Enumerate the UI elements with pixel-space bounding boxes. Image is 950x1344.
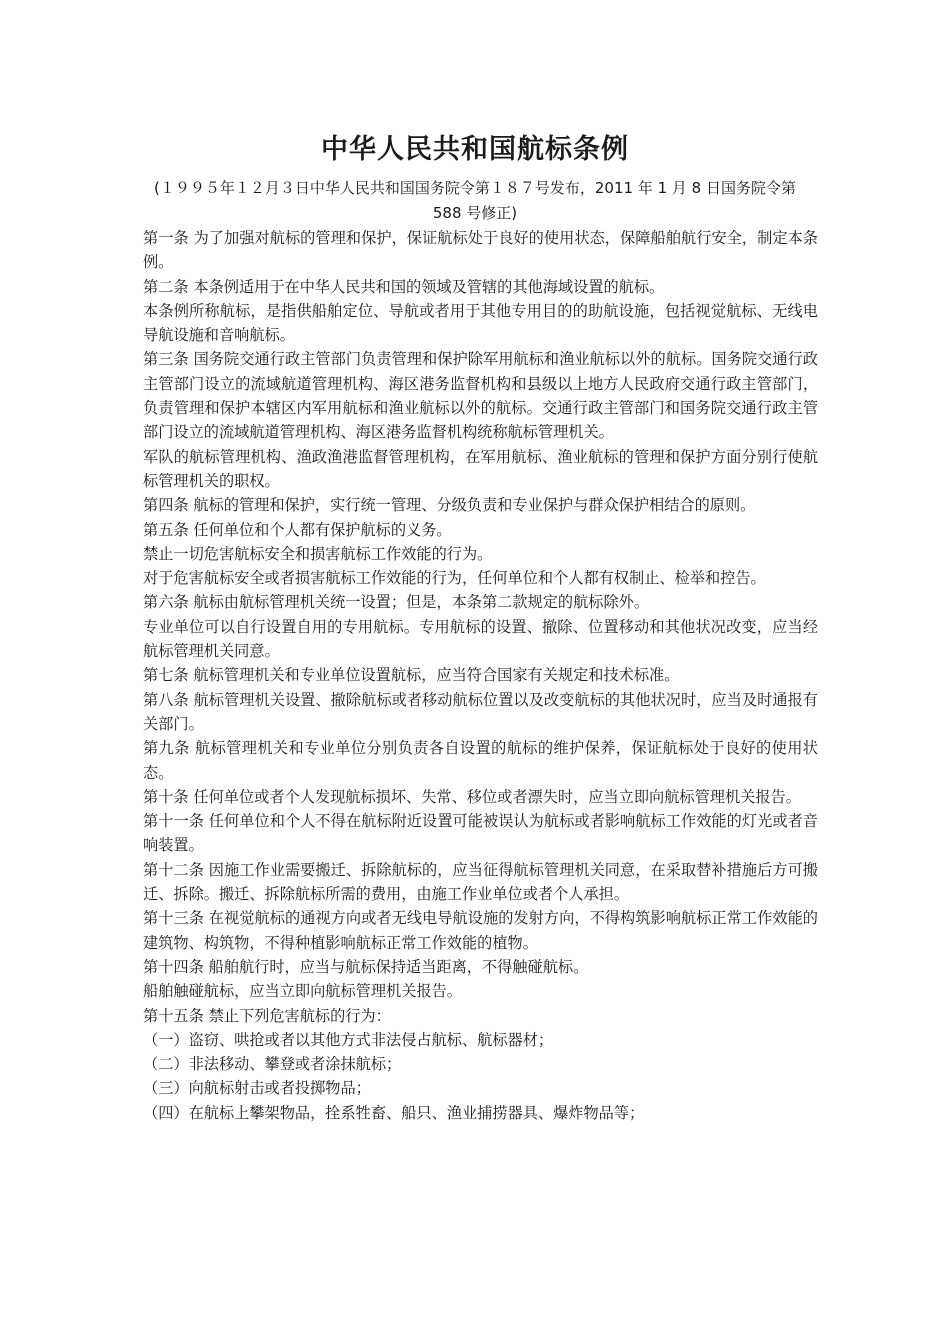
paragraph-article-6: 第六条 航标由航标管理机关统一设置；但是，本条第二款规定的航标除外。 xyxy=(143,593,650,612)
list-item: （三）向航标射击或者投掷物品； xyxy=(143,1079,371,1098)
document-body xyxy=(143,226,818,1125)
paragraph-article-7: 第七条 航标管理机关和专业单位设置航标，应当符合国家有关规定和技术标准。 xyxy=(143,666,680,685)
paragraph-article-13: 第十三条 在视觉航标的通视方向或者无线电导航设施的发射方向，不得构筑影响航标正常工作效能的建筑物、构筑物，不得种植影响航标正常工作效能的植物。 xyxy=(143,909,818,952)
document-title: 中华人民共和国航标条例 xyxy=(321,134,629,165)
document-subtitle: (１９９５年１２月３日中华人民共和国国务院令第１８７号发布，2011 年 1 月 8 日国务院令第 588 号修正) xyxy=(154,179,796,222)
paragraph-article-15: 第十五条 禁止下列危害航标的行为： xyxy=(143,1006,391,1025)
paragraph-article-1: 第一条 为了加强对航标的管理和保护，保证航标处于良好的使用状态，保障船舶航行安全，制定本条例。 xyxy=(143,229,818,272)
paragraph-article-8: 第八条 航标管理机关设置、撤除航标或者移动航标位置以及改变航标的其他状况时，应当及时通报有关部门。 xyxy=(143,690,818,733)
list-item: （二）非法移动、攀登或者涂抹航标； xyxy=(143,1055,402,1074)
list-item: （四）在航标上攀架物品，拴系牲畜、船只、渔业捕捞器具、爆炸物品等； xyxy=(143,1103,645,1122)
paragraph-article-5: 第五条 任何单位和个人都有保护航标的义务。 xyxy=(143,520,452,539)
paragraph: 本条例所称航标，是指供船舶定位、导航或者用于其他专用目的的助航设施，包括视觉航标、无线电导航设施和音响航标。 xyxy=(143,301,818,345)
list-item: （一）盗窃、哄抢或者以其他方式非法侵占航标、航标器材； xyxy=(143,1030,554,1049)
paragraph-article-9: 第九条 航标管理机关和专业单位分别负责各自设置的航标的维护保养，保证航标处于良好的使用状态。 xyxy=(143,739,818,782)
paragraph-article-12: 第十二条 因施工作业需要搬迁、拆除航标的，应当征得航标管理机关同意，在采取替补措施后方可搬迁、拆除。搬迁、拆除航标所需的费用，由施工作业单位或者个人承担。 xyxy=(143,860,818,904)
paragraph: 禁止一切危害航标安全和损害航标工作效能的行为。 xyxy=(143,544,493,563)
paragraph-article-14: 第十四条 船舶航行时，应当与航标保持适当距离，不得触碰航标。 xyxy=(143,957,589,976)
paragraph: 对于危害航标安全或者损害航标工作效能的行为，任何单位和个人都有权制止、检举和控告。 xyxy=(143,569,766,588)
paragraph-article-3: 第三条 国务院交通行政主管部门负责管理和保护除军用航标和渔业航标以外的航标。国务院交通行政主管部门设立的流域航道管理机构、海区港务监督机构和县级以上地方人民政府交通行政主管部门，负责管理和保护本辖区内军用航标和渔业航标以外的航标。交通行政主管部门和国务院交通行政主管部门设立的流域航道管理机构、海区港务监督机构统称航标管理机关。 xyxy=(143,350,818,442)
paragraph-article-11: 第十一条 任何单位和个人不得在航标附近设置可能被误认为航标或者影响航标工作效能的灯光或者音响装置。 xyxy=(143,812,818,855)
paragraph: 船舶触碰航标，应当立即向航标管理机关报告。 xyxy=(143,982,462,1001)
paragraph-article-10: 第十条 任何单位或者个人发现航标损坏、失常、移位或者漂失时，应当立即向航标管理机关报告。 xyxy=(143,787,801,806)
paragraph-article-2: 第二条 本条例适用于在中华人民共和国的领域及管辖的其他海域设置的航标。 xyxy=(143,277,665,296)
paragraph: 军队的航标管理机构、渔政渔港监督管理机构，在军用航标、渔业航标的管理和保护方面分别行使航标管理机关的职权。 xyxy=(143,447,818,490)
paragraph-article-4: 第四条 航标的管理和保护，实行统一管理、分级负责和专业保护与群众保护相结合的原则。 xyxy=(143,496,756,515)
paragraph: 专业单位可以自行设置自用的专用航标。专用航标的设置、撤除、位置移动和其他状况改变，应当经航标管理机关同意。 xyxy=(143,617,818,661)
